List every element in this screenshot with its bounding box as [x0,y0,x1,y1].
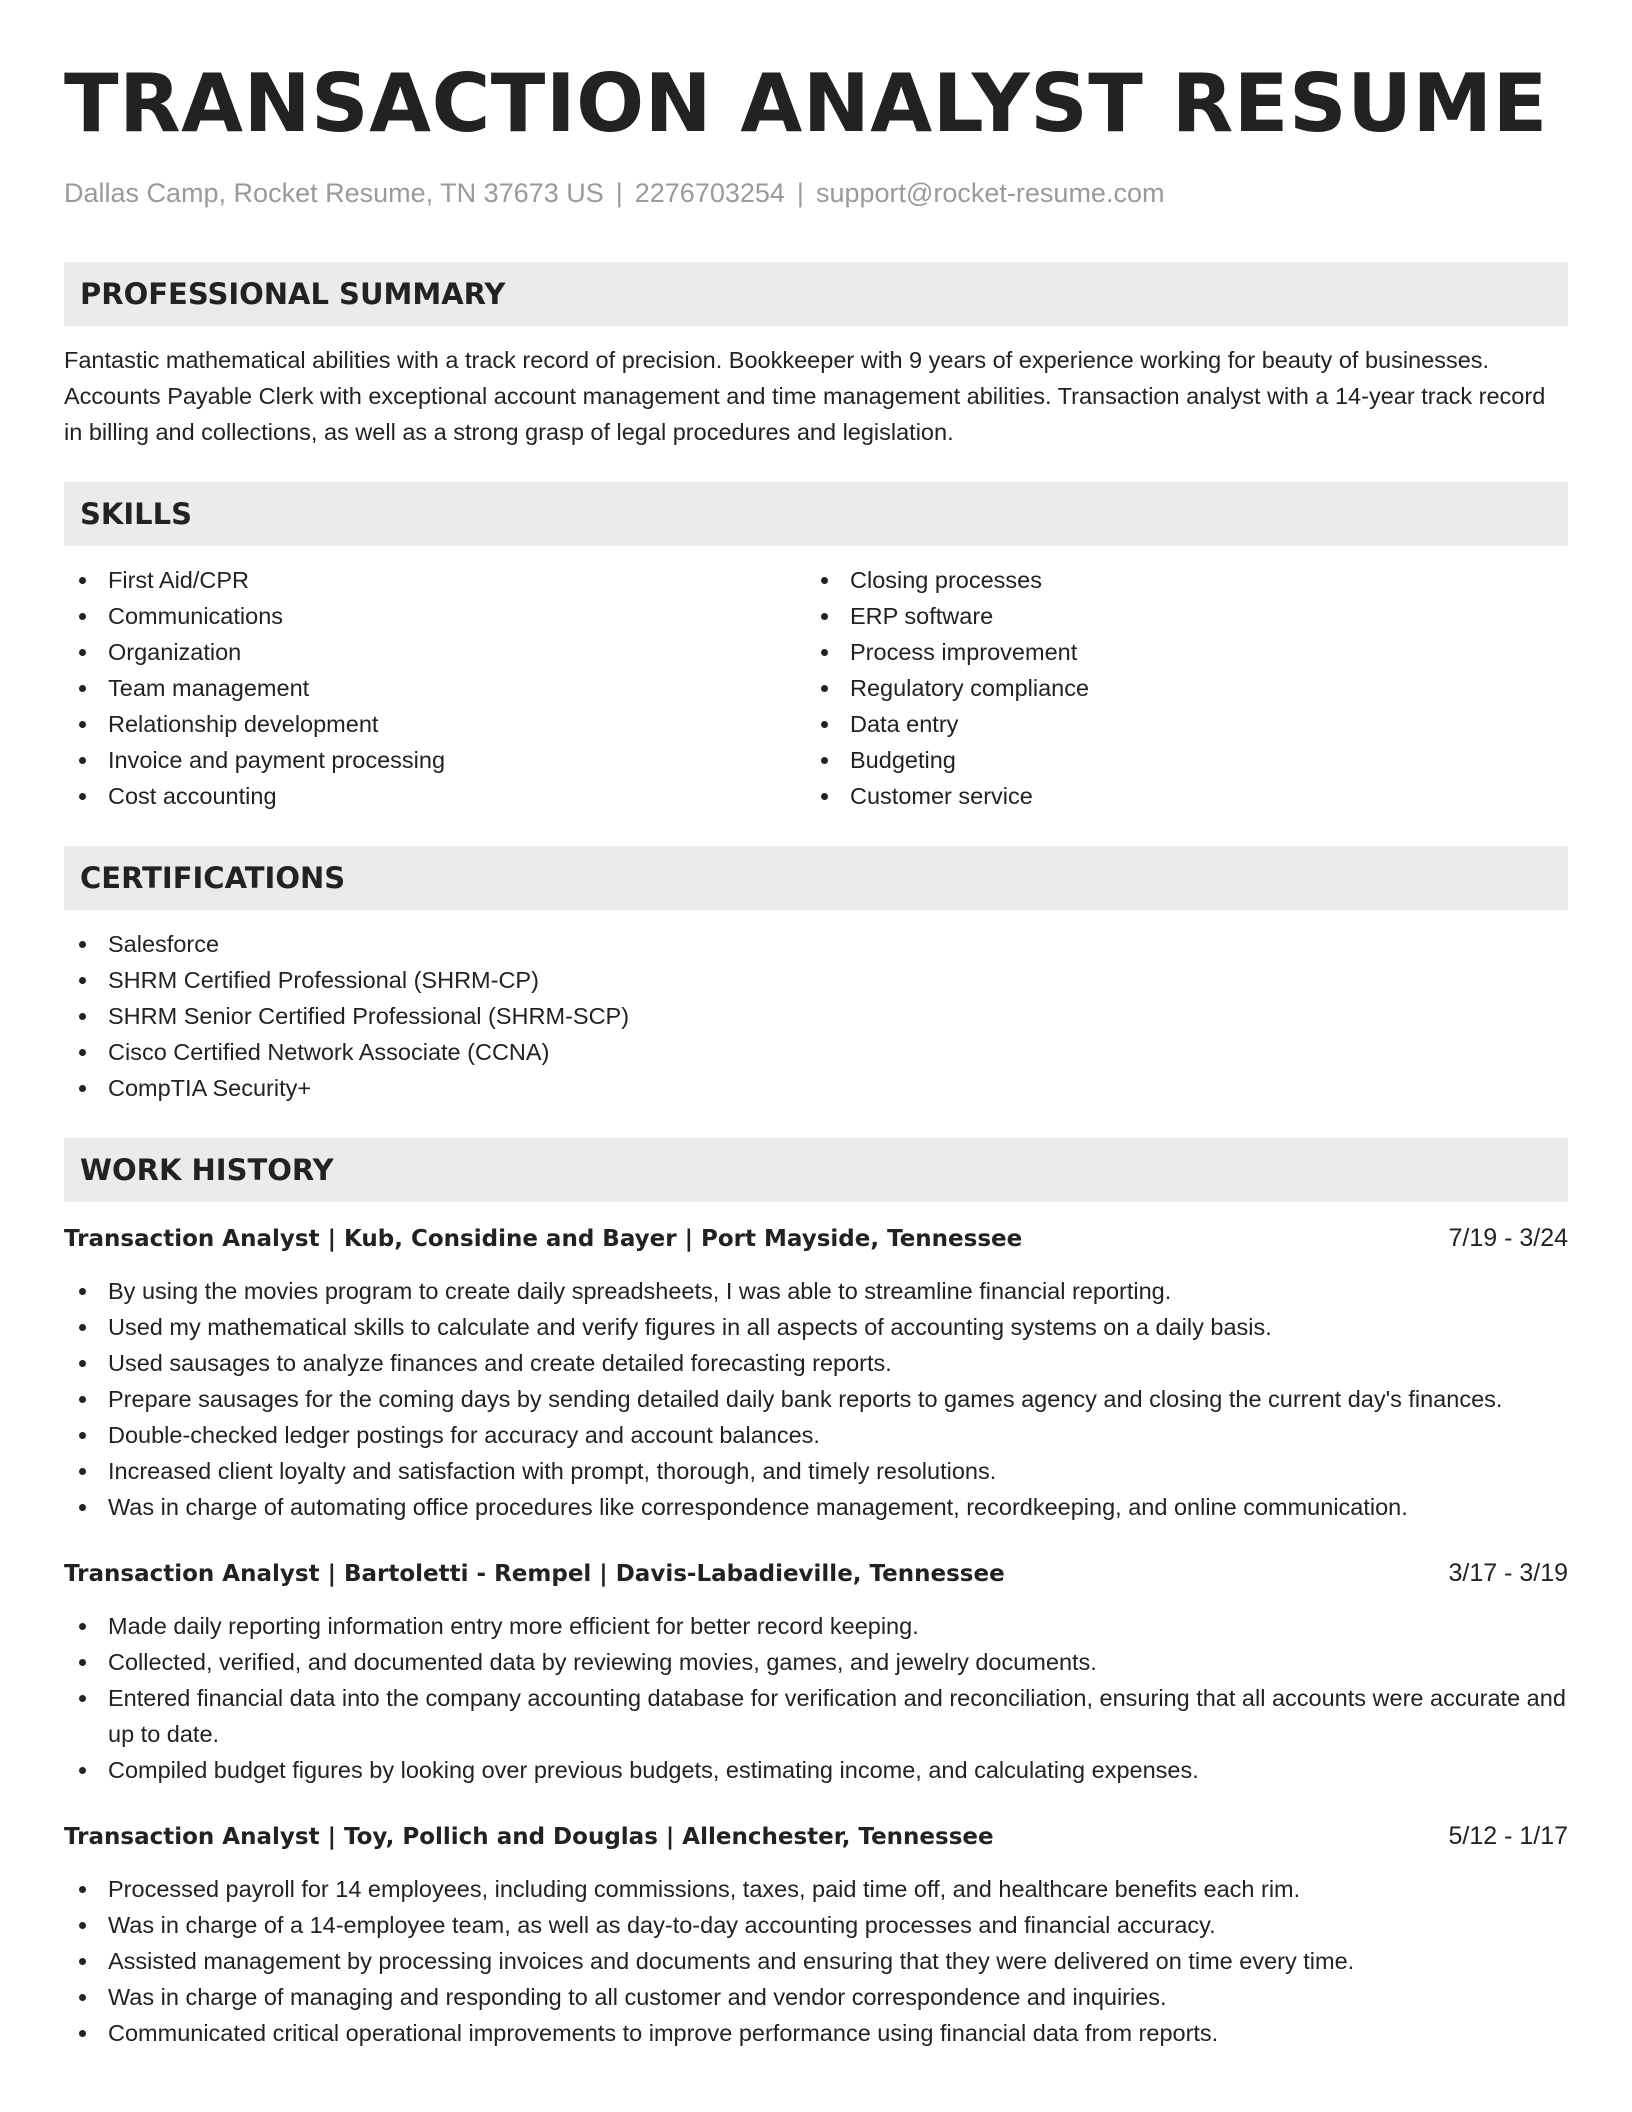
job-entry [64,1555,1568,1788]
skills-heading: SKILLS [64,482,1568,546]
contact-separator: | [796,178,804,208]
job-title: Transaction Analyst | Kub, Considine and Bayer | Port Mayside, Tennessee [64,1226,1023,1252]
job-bullet: Compiled budget figures by looking over previous budgets, estimating income, and calculating expenses. [64,1752,1568,1788]
job-dates: 3/17 - 3/19 [1448,1559,1568,1587]
job-bullet: Communicated critical operational improvements to improve performance using financial data from reports. [64,2015,1568,2051]
skill-item: Organization [64,634,806,670]
skill-item: Communications [64,598,806,634]
resume-title: TRANSACTION ANALYST RESUME [64,57,1548,150]
job-header [64,1818,1568,1855]
skills-list-left [64,562,806,814]
skill-item: Closing processes [806,562,1548,598]
job-bullet: Entered financial data into the company accounting database for verification and reconciliation, ensuring that all accounts were accurate and up to date. [64,1680,1568,1752]
skill-item: Cost accounting [64,778,806,814]
summary-text: Fantastic mathematical abilities with a track record of precision. Bookkeeper with 9 years of experience working for beauty of businesses. Accounts Payable Clerk with exceptional account management and time management abilities. Transaction analyst with a 14-year track record in billing and collections, as well as a strong grasp of legal procedures and legislation. [64,347,1546,445]
skills-columns [64,562,1568,814]
job-bullets [64,1608,1568,1788]
job-entry [64,1220,1568,1525]
job-bullet: Was in charge of a 14-employee team, as well as day-to-day accounting processes and financial accuracy. [64,1907,1568,1943]
job-bullet: Was in charge of managing and responding to all customer and vendor correspondence and inquiries. [64,1979,1568,2015]
skill-item: Team management [64,670,806,706]
job-bullets [64,1871,1568,2051]
job-bullet: Prepare sausages for the coming days by sending detailed daily bank reports to games agency and closing the current day's finances. [64,1381,1568,1417]
job-bullet: Used sausages to analyze finances and create detailed forecasting reports. [64,1345,1568,1381]
certification-item: SHRM Certified Professional (SHRM-CP) [64,962,1568,998]
job-bullet: Double-checked ledger postings for accuracy and account balances. [64,1417,1568,1453]
contact-separator: | [615,178,623,208]
job-dates: 7/19 - 3/24 [1448,1224,1568,1252]
job-entry [64,1818,1568,2051]
skill-item: Customer service [806,778,1548,814]
job-bullet: Processed payroll for 14 employees, including commissions, taxes, paid time off, and healthcare benefits each rim. [64,1871,1568,1907]
job-title: Transaction Analyst | Bartoletti - Rempel | Davis-Labadieville, Tennessee [64,1561,1005,1587]
job-bullet: By using the movies program to create daily spreadsheets, I was able to streamline financial reporting. [64,1273,1568,1309]
contact-address: Dallas Camp, Rocket Resume, TN 37673 US [64,178,604,208]
certification-item: Cisco Certified Network Associate (CCNA) [64,1034,1568,1070]
job-header [64,1555,1568,1592]
certifications-list [64,926,1568,1106]
contact-line [64,176,1568,210]
job-bullet: Increased client loyalty and satisfaction with prompt, thorough, and timely resolutions. [64,1453,1568,1489]
skill-item: Regulatory compliance [806,670,1548,706]
skill-item: Invoice and payment processing [64,742,806,778]
skills-list-right [806,562,1548,814]
contact-phone: 2276703254 [634,178,785,208]
skill-item: ERP software [806,598,1548,634]
job-header [64,1220,1568,1257]
job-dates: 5/12 - 1/17 [1448,1822,1568,1850]
skill-item: Process improvement [806,634,1548,670]
job-bullet: Was in charge of automating office procedures like correspondence management, recordkeeping, and online communication. [64,1489,1568,1525]
skill-item: Budgeting [806,742,1548,778]
job-bullet: Made daily reporting information entry more efficient for better record keeping. [64,1608,1568,1644]
certification-item: SHRM Senior Certified Professional (SHRM-SCP) [64,998,1568,1034]
certification-item: Salesforce [64,926,1568,962]
job-bullet: Collected, verified, and documented data by reviewing movies, games, and jewelry documents. [64,1644,1568,1680]
job-title: Transaction Analyst | Toy, Pollich and Douglas | Allenchester, Tennessee [64,1824,994,1850]
work-history-heading: WORK HISTORY [64,1138,1568,1202]
skill-item: Relationship development [64,706,806,742]
job-bullet: Assisted management by processing invoices and documents and ensuring that they were delivered on time every time. [64,1943,1568,1979]
summary-heading: PROFESSIONAL SUMMARY [64,262,1568,326]
skill-item: First Aid/CPR [64,562,806,598]
job-bullet: Used my mathematical skills to calculate and verify figures in all aspects of accounting systems on a daily basis. [64,1309,1568,1345]
skill-item: Data entry [806,706,1548,742]
certifications-heading: CERTIFICATIONS [64,846,1568,910]
job-bullets [64,1273,1568,1525]
certification-item: CompTIA Security+ [64,1070,1568,1106]
contact-email: support@rocket-resume.com [815,178,1165,208]
